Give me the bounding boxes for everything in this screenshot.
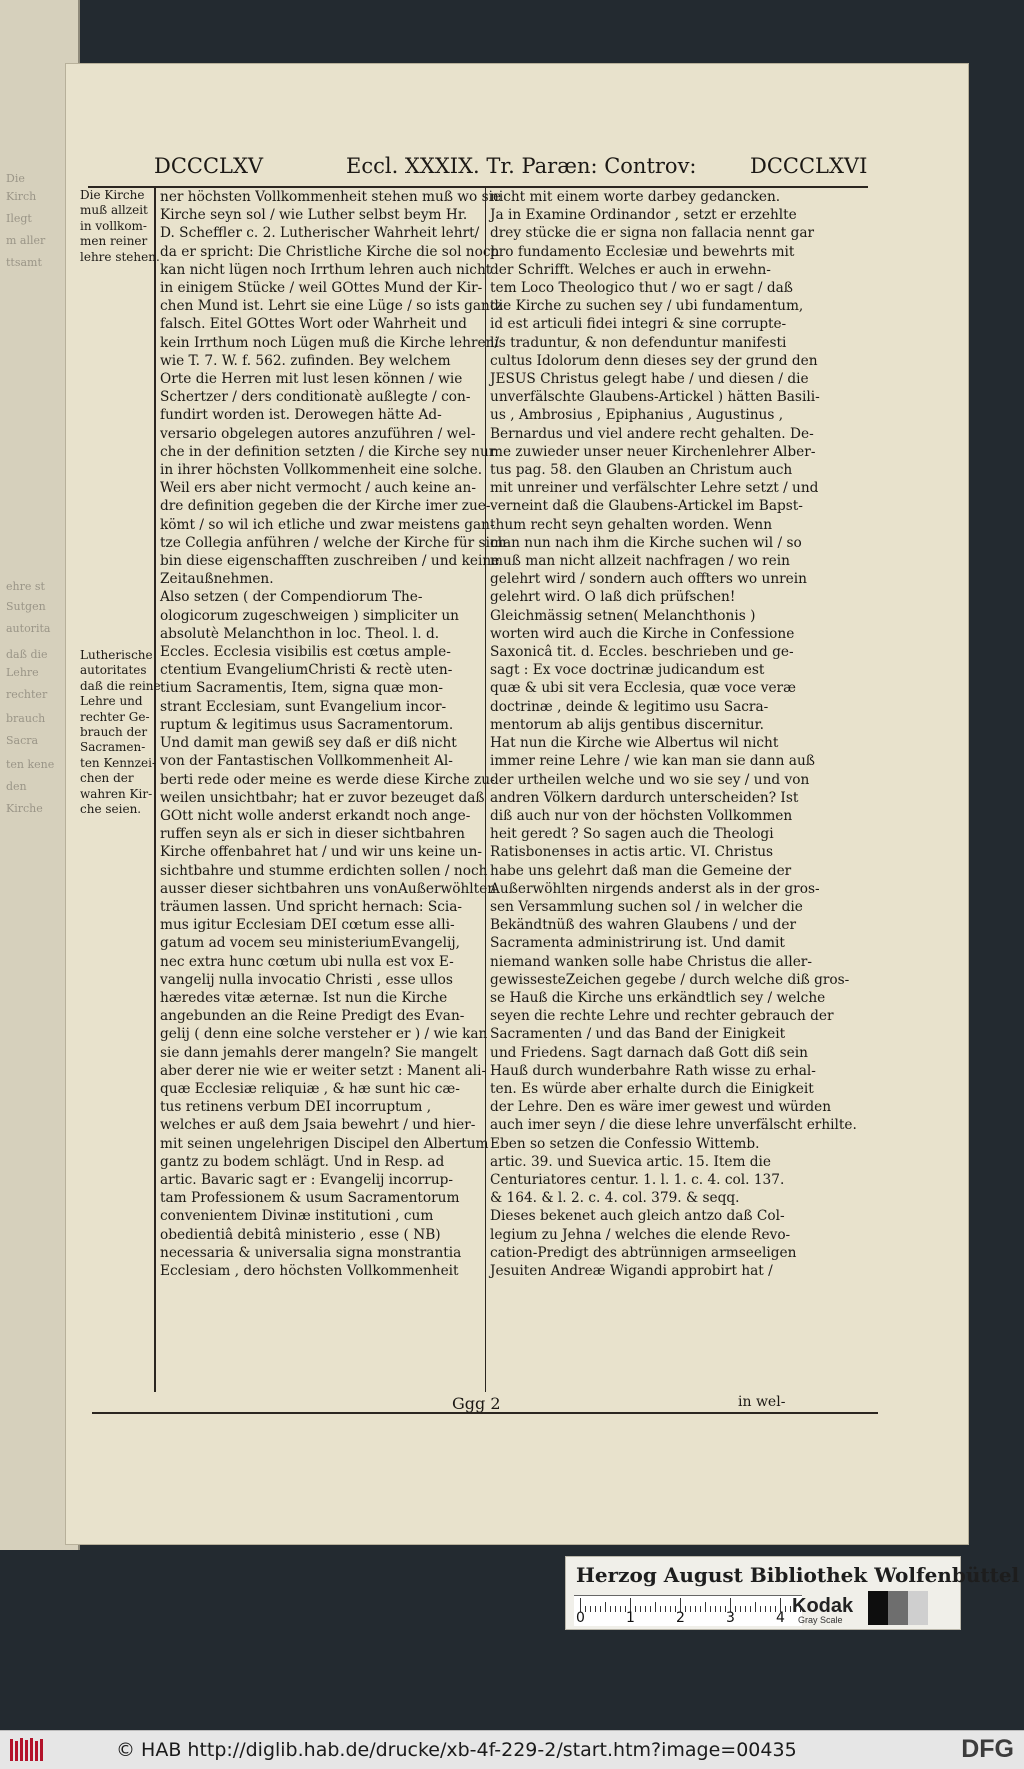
text-line: kan nicht lügen noch Irrthum lehren auch nicht — [160, 261, 492, 278]
scale-tick — [590, 1606, 591, 1612]
signature-mark: Ggg 2 — [452, 1394, 501, 1413]
text-line: verneint daß die Glaubens-Artickel im Bapst- — [490, 498, 803, 515]
marginal-note-line: Lutherische — [80, 648, 153, 662]
scale-tick — [760, 1606, 761, 1612]
text-line: Orte die Herren mit lust lesen können / wie — [160, 371, 463, 388]
text-line: Sacramenten / und das Band der Einigkeit — [490, 1026, 786, 1043]
gray-patch-black — [868, 1591, 888, 1625]
text-line: niemand wanken solle habe Christus die aller- — [490, 953, 812, 970]
text-line: Weil ers aber nicht vermocht / auch keine an- — [160, 480, 476, 497]
scale-tick — [670, 1606, 671, 1612]
text-line: convenientem Divinæ institutioni , cum — [160, 1208, 434, 1225]
text-line: gelehrt wird / sondern auch offters wo unrein — [490, 571, 807, 588]
scale-tick — [595, 1606, 596, 1612]
text-line: kein Irrthum noch Lügen muß die Kirche lehren/ — [160, 334, 500, 351]
text-line: chen Mund ist. Lehrt sie eine Lüge / so ists gantz — [160, 298, 503, 315]
text-line: & 164. & l. 2. c. 4. col. 379. & seqq. — [490, 1190, 740, 1207]
text-line: worten wird auch die Kirche in Confessione — [490, 625, 795, 642]
marginal-note-line: muß allzeit — [80, 203, 148, 218]
text-line: man nun nach ihm die Kirche suchen wil / so — [490, 534, 802, 551]
text-line: heit geredt ? So sagen auch die Theologi — [490, 826, 774, 843]
text-line: se Hauß die Kirche uns erkändtlich sey / welche — [490, 989, 826, 1006]
text-line: quæ Ecclesiæ reliquiæ , & hæ sunt hic cæ- — [160, 1080, 460, 1097]
text-column-left — [160, 188, 506, 1280]
header-right-numeral: DCCCLXVI — [750, 154, 868, 178]
scale-tick — [745, 1606, 746, 1612]
text-line: der Lehre. Den es wäre imer gewest und würden — [490, 1099, 832, 1116]
text-line: diß auch nur von der höchsten Vollkommen — [490, 807, 793, 824]
text-line: strant Ecclesiam, sunt Evangelium incor- — [160, 698, 447, 715]
text-line: ologicorum zugeschweigen ) simpliciter un — [160, 607, 459, 624]
text-line: artic. Bavaric sagt er : Evangelij incorrup- — [160, 1171, 454, 1188]
marginal-note-2 — [80, 648, 161, 817]
text-line: unverfälschte Glaubens-Artickel ) hätten Basili- — [490, 389, 820, 406]
text-line: berti rede oder meine es werde diese Kirche zu- — [160, 771, 495, 788]
text-line: gantz zu bodem schlägt. Und in Resp. ad — [160, 1153, 445, 1170]
scale-tick — [690, 1606, 691, 1612]
header-left-numeral: DCCCLXV — [154, 154, 264, 178]
footer-bar — [0, 1730, 1024, 1769]
text-line: sie dann jemahls derer mangeln? Sie mangelt — [160, 1044, 478, 1061]
text-line: Sacramenta administrirung ist. Und damit — [490, 935, 785, 952]
scale-tick — [750, 1606, 751, 1612]
scale-tick — [600, 1606, 601, 1612]
text-line: dre definition gegeben die der Kirche imer zue- — [160, 498, 491, 515]
text-line: sichtbahre und stumme erdichten sollen / noch — [160, 862, 488, 879]
text-line: Dieses bekenet auch gleich antzo daß Col- — [490, 1208, 785, 1225]
text-line: falsch. Eitel GOttes Wort oder Wahrheit und — [160, 316, 467, 333]
text-line: Ja in Examine Ordinandor , setzt er erzehlte — [490, 207, 797, 224]
scale-tick — [685, 1606, 686, 1612]
text-line: drey stücke die er signa non fallacia nennt gar — [490, 225, 815, 242]
text-line: Und damit man gewiß sey daß er diß nicht — [160, 735, 457, 752]
marginal-note-line: in vollkom- — [80, 218, 147, 233]
text-line: D. Scheffler c. 2. Lutherischer Wahrheit lehrt/ — [160, 225, 480, 242]
text-line: andren Völkern dardurch unterscheiden? Ist — [490, 789, 799, 806]
text-line: muß man nicht allzeit nachfragen / wo rein — [490, 553, 790, 570]
text-line: angebunden an die Reine Predigt des Evan- — [160, 1008, 465, 1025]
text-line: da er spricht: Die Christliche Kirche die sol noch — [160, 243, 500, 260]
text-line: ruptum & legitimus usus Sacramentorum. — [160, 716, 454, 733]
text-line: aber derer nie wie er weiter setzt : Manent ali- — [160, 1062, 487, 1079]
text-line: thum recht seyn gehalten worden. Wenn — [490, 516, 773, 533]
text-line: von der Fantastischen Vollkommenheit Al- — [160, 753, 453, 770]
adjacent-page-fragment: Sacra — [6, 734, 39, 747]
text-line: Saxonicâ tit. d. Eccles. beschrieben und ge- — [490, 644, 794, 661]
adjacent-page-fragment: den — [6, 780, 27, 793]
adjacent-page-fragment: rechter — [6, 688, 48, 701]
scale-tick — [695, 1606, 696, 1612]
adjacent-page-fragment: brauch — [6, 712, 46, 725]
text-line: Hat nun die Kirche wie Albertus wil nicht — [490, 735, 779, 752]
scale-tick — [655, 1602, 656, 1612]
scale-tick — [645, 1606, 646, 1612]
marginal-note-line: rechter Ge- — [80, 709, 150, 724]
adjacent-page-fragment: Die — [6, 172, 25, 185]
text-line: legium zu Jehna / welches die elende Revo- — [490, 1226, 791, 1243]
marginal-note-line: Die Kirche — [80, 188, 145, 202]
text-line: ausser dieser sichtbahren uns vonAußerwöhlten — [160, 880, 497, 897]
scale-number: 4 — [776, 1610, 785, 1626]
text-line: wie T. 7. W. f. 562. zufinden. Bey welchem — [160, 352, 451, 369]
text-line: die Kirche zu suchen sey / ubi fundamentum, — [490, 298, 804, 315]
text-line: sen Versammlung suchen sol / in welcher die — [490, 898, 803, 915]
text-line: artic. 39. und Suevica artic. 15. Item die — [490, 1153, 772, 1170]
text-line: träumen lassen. Und spricht hernach: Scia- — [160, 898, 463, 915]
text-line: und Friedens. Sagt darnach daß Gott diß sein — [490, 1044, 808, 1061]
text-line: Centuriatores centur. 1. l. 1. c. 4. col. 137. — [490, 1171, 785, 1188]
scale-number: 3 — [726, 1610, 735, 1626]
kodak-logo: Kodak — [792, 1595, 854, 1617]
marginal-note-line: Sacramen- — [80, 740, 146, 755]
text-line: tze Collegia anführen / welche der Kirche für sich — [160, 534, 507, 551]
adjacent-page-fragment: ehre st — [6, 580, 45, 593]
scale-tick — [755, 1602, 756, 1612]
text-line: Schertzer / ders conditionatè außlegte / con- — [160, 389, 471, 406]
dfg-logo: DFG — [961, 1735, 1014, 1763]
text-line: Ecclesiam , dero höchsten Vollkommenheit — [160, 1262, 459, 1279]
text-line: Kirche seyn sol / wie Luther selbst beym Hr. — [160, 207, 468, 224]
text-line: fundirt worden ist. Derowegen hätte Ad- — [160, 407, 442, 424]
text-line: gatum ad vocem seu ministeriumEvangelij, — [160, 935, 461, 952]
measurement-scale — [574, 1595, 802, 1626]
text-line: Kirche offenbahret hat / und wir uns keine un- — [160, 844, 483, 861]
adjacent-page-fragment: autorita — [6, 622, 51, 635]
scale-tick — [705, 1602, 706, 1612]
scale-tick — [720, 1606, 721, 1612]
text-line: id est articuli fidei integri & sine corrupte- — [490, 316, 787, 333]
scale-tick — [715, 1606, 716, 1612]
text-line: habe uns gelehrt daß man die Gemeine der — [490, 862, 792, 879]
footer-url[interactable]: © HAB http://diglib.hab.de/drucke/xb-4f-229-2/start.htm?image=00435 — [116, 1739, 797, 1761]
text-line: gelij ( denn eine solche versteher er ) / wie kan — [160, 1026, 488, 1043]
kodak-gray-scale-label: Gray Scale — [798, 1615, 843, 1625]
text-line: mit unreiner und verfälschter Lehre setzt / und — [490, 480, 819, 497]
text-line: gewissesteZeichen gegebe / durch welche diß gros- — [490, 971, 850, 988]
text-line: tam Professionem & usum Sacramentorum — [160, 1190, 460, 1207]
scale-tick — [585, 1606, 586, 1612]
text-line: der Schrifft. Welches er auch in erwehn- — [490, 261, 771, 278]
marginal-note-line: ten Kennzei- — [80, 755, 156, 770]
scale-tick — [710, 1606, 711, 1612]
text-line: mus igitur Ecclesiam DEI cœtum esse alli- — [160, 917, 455, 934]
scale-tick — [635, 1606, 636, 1612]
text-line: seyen die rechte Lehre und rechter gebrauch der — [490, 1008, 834, 1025]
scale-tick — [785, 1606, 786, 1612]
text-line: ten. Es würde aber erhalte durch die Einigkeit — [490, 1080, 814, 1097]
scale-tick — [770, 1606, 771, 1612]
marginal-note-line: brauch der — [80, 725, 148, 740]
text-line: me zuwieder unser neuer Kirchenlehrer Alber- — [490, 443, 816, 460]
text-line: Bekändtnüß des wahren Glaubens / und der — [490, 917, 797, 934]
marginal-note-line: chen der — [80, 771, 134, 786]
adjacent-page-fragment: Kirche — [6, 802, 43, 815]
gray-patch-mid — [888, 1591, 908, 1625]
scale-tick — [660, 1606, 661, 1612]
scale-tick — [740, 1606, 741, 1612]
text-line: kömt / so wil ich etliche und zwar meistens gan- — [160, 516, 495, 533]
text-line: gelehrt wird. O laß dich prüfschen! — [490, 589, 736, 606]
text-line: tem Loco Theologico thut / wo er sagt / daß — [490, 280, 793, 297]
marginal-note-1 — [80, 188, 160, 265]
text-line: Zeitaußnehmen. — [160, 571, 274, 588]
text-line: auch imer seyn / die diese lehre unverfälscht erhilte. — [490, 1117, 857, 1134]
scale-tick — [765, 1606, 766, 1612]
text-line: Gleichmässig setnen( Melanchthonis ) — [490, 607, 756, 624]
adjacent-page-fragment: ttsamt — [6, 256, 42, 269]
marginal-note-line: Lehre und — [80, 694, 143, 709]
text-line: mentorum ab alijs gentibus discernitur. — [490, 716, 765, 733]
marginal-note-line: lehre stehen. — [80, 249, 160, 264]
text-line: ctentium EvangeliumChristi & rectè uten- — [160, 662, 453, 679]
text-line: Eben so setzen die Confessio Wittemb. — [490, 1135, 760, 1152]
text-column-right — [490, 188, 857, 1280]
text-line: che in der definition setzten / die Kirche sey nur — [160, 443, 496, 460]
scale-tick — [605, 1602, 606, 1612]
marginal-note-line: wahren Kir- — [80, 786, 153, 801]
scale-tick — [615, 1606, 616, 1612]
text-line: pro fundamento Ecclesiæ und bewehrts mit — [490, 243, 795, 260]
text-line: ner höchsten Vollkommenheit stehen muß wo sie — [160, 189, 502, 205]
text-line: in ihrer höchsten Vollkommenheit eine solche. — [160, 462, 483, 479]
text-line: weilen unsichtbahr; hat er zuvor bezeuget daß — [160, 789, 485, 806]
text-line: Also setzen ( der Compendiorum The- — [160, 589, 423, 606]
adjacent-page-fragment: Kirch — [6, 190, 37, 203]
adjacent-page-fragment: m aller — [6, 234, 46, 247]
text-line: Eccles. Ecclesia visibilis est cœtus ample- — [160, 644, 451, 661]
catchword: in wel- — [738, 1394, 786, 1410]
text-line: Jesuiten Andreæ Wigandi approbirt hat / — [490, 1262, 773, 1279]
text-line: hæredes vitæ æternæ. Ist nun die Kirche — [160, 989, 448, 1006]
scale-number: 0 — [576, 1610, 585, 1626]
text-line: immer reine Lehre / wie kan man sie dann auß — [490, 753, 815, 770]
text-line: Außerwöhlten nirgends anderst als in der gros- — [490, 880, 820, 897]
text-line: versario obgelegen autores anzuführen / wel- — [160, 425, 476, 442]
text-line: doctrinæ , deinde & legitimo usu Sacra- — [490, 698, 769, 715]
text-line: cultus Idolorum denn dieses sey der grund den — [490, 352, 818, 369]
scale-number: 1 — [626, 1610, 635, 1626]
text-line: in einigem Stücke / weil GOttes Mund der Kir- — [160, 280, 483, 297]
library-label — [565, 1556, 1020, 1630]
text-line: nec extra hunc cœtum ubi nulla est vox E- — [160, 953, 454, 970]
text-line: Hauß durch wunderbahre Rath wisse zu erhal- — [490, 1062, 816, 1079]
adjacent-page-fragment: Sutgen — [6, 600, 46, 613]
hab-logo-icon — [10, 1737, 46, 1763]
text-line: GOtt nicht wolle anderst erkandt noch ange- — [160, 807, 471, 824]
library-name: Herzog August Bibliothek Wolfenbüttel — [576, 1563, 1020, 1587]
scale-tick — [735, 1606, 736, 1612]
text-line: obedientiâ debitâ ministerio , esse ( NB) — [160, 1226, 441, 1243]
header-title: Eccl. XXXIX. Tr. Paræn: Controv: — [346, 154, 697, 178]
text-line: Bernardus und viel andere recht gehalten. De- — [490, 425, 814, 442]
text-line: us , Ambrosius , Epiphanius , Augustinus , — [490, 407, 784, 424]
text-line: quæ & ubi sit vera Ecclesia, quæ voce veræ — [490, 680, 796, 697]
scale-tick — [665, 1606, 666, 1612]
text-line: tium Sacramentis, Item, signa quæ mon- — [160, 680, 444, 697]
adjacent-page-fragment: daß die — [6, 648, 48, 661]
text-line: lis traduntur, & non defenduntur manifesti — [490, 334, 787, 351]
text-line: welches er auß dem Jsaia bewehrt / und hier- — [160, 1117, 476, 1134]
marginal-note-line: che seien. — [80, 802, 142, 817]
scale-tick — [700, 1606, 701, 1612]
text-line: JESUS Christus gelegt habe / und diesen / die — [490, 371, 809, 388]
marginal-note-line: men reiner — [80, 234, 148, 249]
text-line: nicht mit einem worte darbey gedancken. — [490, 189, 781, 205]
adjacent-page-fragment: Lehre — [6, 666, 39, 679]
scale-number: 2 — [676, 1610, 685, 1626]
scale-tick — [620, 1606, 621, 1612]
adjacent-page-fragment: Ilegt — [6, 212, 32, 225]
text-line: necessaria & universalia signa monstrantia — [160, 1244, 462, 1261]
text-line: bin diese eigenschafften zuschreiben / und keine — [160, 553, 500, 570]
text-line: mit seinen ungelehrigen Discipel den Albertum — [160, 1135, 489, 1152]
text-line: der urtheilen welche und wo sie sey / und von — [490, 771, 810, 788]
marginal-note-line: daß die reine — [80, 678, 161, 693]
scale-tick — [790, 1606, 791, 1612]
scale-tick — [610, 1606, 611, 1612]
text-line: ruffen seyn als er sich in dieser sichtbahren — [160, 826, 465, 843]
adjacent-page-fragment: ten kene — [6, 758, 55, 771]
scale-tick — [640, 1606, 641, 1612]
text-line: cation-Predigt des abtrünnigen armseeligen — [490, 1244, 797, 1261]
running-header — [88, 148, 868, 188]
gray-patch-light — [908, 1591, 928, 1625]
text-line: Ratisbonenses in actis artic. VI. Christus — [490, 844, 774, 861]
text-line: tus retinens verbum DEI incorruptum , — [160, 1099, 432, 1116]
marginal-note-line: autoritates — [80, 663, 147, 678]
text-line: tus pag. 58. den Glauben an Christum auch — [490, 462, 793, 479]
text-line: vangelij nulla invocatio Christi , esse ullos — [160, 971, 453, 988]
text-line: sagt : Ex voce doctrinæ judicandum est — [490, 662, 765, 679]
text-line: absolutè Melanchthon in loc. Theol. l. d. — [160, 625, 440, 642]
scale-tick — [650, 1606, 651, 1612]
